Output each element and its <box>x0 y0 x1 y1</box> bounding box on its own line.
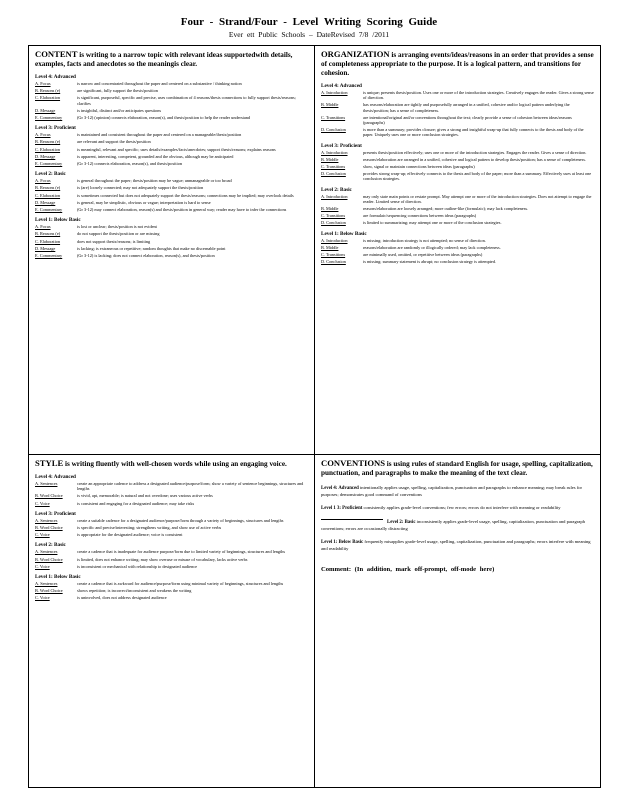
criterion-text: shows repetition; is incorrect/inconsistent and weakens the writing <box>77 588 192 594</box>
criterion-row <box>35 95 308 105</box>
criterion-row <box>35 532 308 537</box>
criterion-label: A. Focus <box>35 178 51 184</box>
style-heading: STYLE <box>35 458 64 468</box>
criterion-label: D. Conclusion <box>321 259 346 265</box>
content-heading: CONTENT <box>35 49 78 59</box>
criterion-label: D. Conclusion <box>321 171 346 177</box>
level-title: Level 4: Advanced <box>35 74 76 80</box>
criterion-row <box>35 253 308 258</box>
criterion-text: is missing; summary statement is abrupt; no conclusion strategy is attempted. <box>363 259 497 265</box>
criterion-text: create a cadence that is inadequate for audience purpose/form due to limited variety of beginnings, structures and lengths <box>77 549 286 555</box>
criterion-text: reasons/elaboration are arranged in a unified, cohesive and logical pattern to develop thesis/position; has a sense of completeness. <box>363 156 587 162</box>
criterion-text: is appropriate for the designated audience; voice is consistent <box>77 532 183 538</box>
criterion-row <box>321 127 594 137</box>
scoring-grid <box>28 45 601 788</box>
criterion-label: B. Word Choice <box>35 588 63 594</box>
organization-definition: is arranging events/ideas/reasons in an order that provides a sense of completeness appropriate to the purpose. It is a logical pattern, and transitions for cohesion. <box>321 51 594 77</box>
criterion-text: provides strong wrap-up; effectively connects to the thesis and body of the paper; more than a summary. Effectively uses at least one conclusion strategies. <box>363 171 592 182</box>
criterion-label: C. Voice <box>35 563 50 569</box>
criterion-text: are significant, fully support the thesis/position <box>77 88 158 94</box>
criterion-text: is vivid, apt, memorable; is natural and not overdone; uses various active verbs <box>77 493 213 499</box>
criterion-text: are minimally used, omitted, or repetitive between ideas (paragraphs) <box>363 252 483 258</box>
conventions-section <box>315 455 600 787</box>
criterion-text: create a suitable cadence for a designated audience/purpose/form through a variety of beginnings, structures and lengths <box>77 517 284 523</box>
criterion-label: C. Elaboration <box>35 192 61 198</box>
criterion-text: is significant, purposeful, specific and precise, uses combination of 4 reasons/thesis connections to fully support thesis/reasons; clarifies <box>77 95 296 106</box>
criterion-label: D. Message <box>35 107 56 113</box>
criterion-label: C. Transitions <box>321 114 346 120</box>
level-title: Level 2: Basic <box>321 186 352 193</box>
criterion-label: A. Focus <box>35 132 51 138</box>
criterion-row <box>35 193 308 198</box>
content-levels <box>35 74 308 258</box>
criterion-row <box>35 239 308 244</box>
criterion-row <box>321 157 594 162</box>
criterion-text: (Gr 3-12) (opinion) connects elaboration, reason(s), and thesis/position to help the reader understand <box>77 115 251 121</box>
criterion-label: C. Voice <box>35 532 50 538</box>
criterion-text: are formulaic/sequencing connections between ideas (paragraphs) <box>363 213 477 219</box>
criterion-text: is limited to summarizing; may attempt one or more of the conclusion strategies. <box>363 220 502 226</box>
criterion-row <box>321 259 594 264</box>
criterion-row <box>35 185 308 190</box>
criterion-row <box>35 224 308 229</box>
criterion-row <box>321 206 594 211</box>
criterion-label: A. Focus <box>35 81 51 86</box>
criterion-row <box>35 481 308 491</box>
criterion-label: A. Introduction <box>321 193 348 199</box>
criterion-row <box>321 245 594 250</box>
conventions-level-text: consistently applies grade-level conventions; few errors; errors do not interfere with meaning or readability <box>363 505 561 510</box>
criterion-row <box>321 164 594 169</box>
criterion-row <box>35 501 308 506</box>
criterion-row <box>35 88 308 93</box>
criterion-label: C. Transitions <box>321 252 346 258</box>
criterion-text: reasons/elaboration are loosely arranged; more outline-like (formulaic); may lack completeness. <box>363 206 529 212</box>
level-title: Level 2: Basic <box>35 171 66 178</box>
style-levels <box>35 474 308 601</box>
criterion-label: B. Word Choice <box>35 525 63 531</box>
criterion-row <box>35 154 308 159</box>
conventions-level <box>321 539 594 552</box>
criterion-text: is inconsistent or mechanical with relationship to designated audience <box>77 563 198 569</box>
criterion-text: (Gr 3-12) may connect elaboration, reason(s) and thesis/position in general way; reader may have to infer the connections <box>77 207 287 213</box>
criterion-label: D. Conclusion <box>321 220 346 226</box>
criterion-label: E. Commentary <box>35 161 63 167</box>
criterion-text: is maintained and consistent throughout the paper and centered on a manageable/thesis/position <box>77 132 242 138</box>
level-title: Level 4: Advanced <box>35 474 76 480</box>
conventions-level <box>321 485 594 498</box>
criterion-label: E. Commentary <box>35 253 63 259</box>
criterion-text: (Gr 3-12) is lacking; does not connect elaboration, reason(s), and thesis/position <box>77 253 215 259</box>
criterion-label: A. Focus <box>35 224 51 230</box>
criterion-text: is lacking; is extraneous or repetitive; random thoughts that make no discernable point <box>77 245 226 251</box>
criterion-label: B. Reasons (e) <box>35 88 61 94</box>
criterion-text: is limited, does not enhance writing; may show overuse or misuse of vocabulary, lacks active verbs <box>77 556 248 562</box>
conventions-level-title: Level 1: Below Basic <box>321 540 364 545</box>
criterion-row <box>35 161 308 166</box>
content-definition: is writing to a narrow topic with relevant ideas supportedwith details, examples, facts and anecdotes so the meaningis clear. <box>35 51 293 68</box>
criterion-row <box>35 549 308 554</box>
criterion-label: E. Commentary <box>35 207 63 213</box>
level-title: Level 3: Proficient <box>35 125 76 132</box>
criterion-label: E. Commentary <box>35 115 63 121</box>
criterion-text: is narrow and concentrated throughout the paper and centered on a substantive / thinking notion <box>77 81 242 86</box>
criterion-label: B. Middle <box>321 206 339 212</box>
organization-header <box>321 50 594 78</box>
criterion-label: A. Introduction <box>321 149 348 155</box>
criterion-label: C. Elaboration <box>35 146 61 152</box>
criterion-row <box>35 231 308 236</box>
criterion-row <box>35 108 308 113</box>
criterion-text: does not support thesis/reasons; is limiting <box>77 238 151 244</box>
criterion-label: A. Sentences <box>35 481 58 486</box>
criterion-label: B. Word Choice <box>35 493 63 499</box>
criterion-text: has reasons/elaboration are tightly and purposefully arranged in a unified, cohesive and/or logical pattern underlying the thesis/position; has a sense of completeness. <box>363 102 570 113</box>
conventions-level-text: frequently misapplies grade-level usage, spelling, capitalization, punctuation and paragraphs; errors interfere with meaning and readability <box>321 539 591 551</box>
style-header <box>35 459 308 469</box>
criterion-text: presents thesis/position effectively; uses one or more of the introduction strategies. Engages the reader. Gives a sense of direction. <box>363 149 587 155</box>
page-title: Four - Strand/Four - Level Writing Scoring Guide <box>180 16 438 28</box>
criterion-row <box>321 102 594 112</box>
conventions-levels <box>321 485 594 552</box>
content-section <box>29 46 314 454</box>
criterion-row <box>321 238 594 243</box>
criterion-label: C. Elaboration <box>35 95 61 101</box>
criterion-label: A. Sentences <box>35 549 58 555</box>
conventions-level-text: inconsistently applies grade-level usage, spelling, capitalization, punctuation and paragraph conventions; errors are occasionally distracting <box>321 519 585 531</box>
criterion-label: A. Sentences <box>35 517 58 523</box>
criterion-row <box>35 81 308 86</box>
criterion-label: B. Middle <box>321 244 339 250</box>
level-title: Level 4: Advanced <box>321 83 362 89</box>
criterion-text: is general throughout the paper; thesis/position may be vague; unmanageable or too broad <box>77 178 232 184</box>
criterion-label: D. Message <box>35 245 56 251</box>
criterion-row <box>35 557 308 562</box>
criterion-text: is lost or unclear; thesis/position is not evident <box>77 224 157 230</box>
criterion-row <box>35 493 308 498</box>
criterion-text: are relevant and support the thesis/position <box>77 139 151 145</box>
criterion-text: is meaningful, relevant and specific; uses details/examples/facts/anecdotes; support thesis/reasons; explains reasons <box>77 146 276 152</box>
style-section <box>29 455 314 787</box>
criterion-text: is missing; introduction strategy is not attempted; no sense of direction. <box>363 237 486 243</box>
criterion-row <box>35 564 308 569</box>
level-title: Level 1: Below Basic <box>35 217 81 224</box>
level-title: Level 2: Basic <box>35 542 66 549</box>
criterion-row <box>321 220 594 225</box>
criterion-row <box>321 252 594 257</box>
criterion-row <box>35 207 308 212</box>
criterion-row <box>321 213 594 218</box>
organization-heading: ORGANIZATION <box>321 49 390 59</box>
criterion-text: is sometimes connected but does not adequately support the thesis/reasons; connections may be implied; may overlook details <box>77 192 294 198</box>
criterion-row <box>35 139 308 144</box>
criterion-label: C. Transitions <box>321 164 346 170</box>
criterion-text: is specific and precise/interesting; strengthens writing, and show use of active verbs <box>77 525 222 531</box>
criterion-label: A. Introduction <box>321 237 348 243</box>
criterion-row <box>321 194 594 204</box>
content-header <box>35 50 308 69</box>
comment-line: Comment: (In addition, mark off-prompt, off-mode here) <box>321 566 495 573</box>
criterion-row <box>35 525 308 530</box>
criterion-row <box>35 178 308 183</box>
criterion-text: create a cadence that is awkward for audience/purpose/form using minimal variety of beginnings, structures and lengths <box>77 581 284 587</box>
conventions-definition: is using rules of standard English for usage, spelling, capitalization, punctuation, and paragraphs to make the meaning of the text clear. <box>321 460 593 477</box>
criterion-label: A. Introduction <box>321 90 348 95</box>
criterion-label: B. Middle <box>321 102 339 108</box>
criterion-label: B. Reasons (e) <box>35 185 61 191</box>
conventions-level-title: Level 2: Basic <box>387 520 416 525</box>
criterion-text: is consistent and engaging for a designated audience; may take risks <box>77 500 195 506</box>
criterion-label: C. Elaboration <box>35 238 61 244</box>
blank-line <box>321 519 383 520</box>
conventions-level <box>321 505 594 512</box>
conventions-heading: CONVENTIONS <box>321 458 385 468</box>
criterion-text: is (are) loosely connected; may not adequately support the thesis/position <box>77 185 204 191</box>
criterion-label: A. Sentences <box>35 581 58 587</box>
organization-section <box>315 46 600 454</box>
criterion-label: D. Message <box>35 153 56 159</box>
criterion-row <box>35 518 308 523</box>
criterion-row <box>35 246 308 251</box>
criterion-text: is more than a summary; provides closure; gives a strong and insightful wrap-up that fully connects to the thesis and body of the paper. Uniquely uses one or more conclusion strategies. <box>363 127 584 138</box>
criterion-row <box>321 90 594 100</box>
level-title: Level 1: Below Basic <box>35 574 81 581</box>
conventions-header <box>321 459 594 478</box>
criterion-text: is uninvolved, does not address designated audience <box>77 595 167 601</box>
level-title: Level 1: Below Basic <box>321 230 367 237</box>
criterion-text: reasons/elaboration are randomly or illogically ordered; may lack completeness. <box>363 244 501 250</box>
criterion-label: B. Word Choice <box>35 556 63 562</box>
conventions-level-text: intentionally applies usage, spelling, capitalization, punctuation and paragraphs to enhance meaning; may break rules for purposes; demonstrates good command of conventions <box>321 485 583 497</box>
level-title: Level 3: Proficient <box>321 142 362 149</box>
criterion-text: create an appropriate cadence to address a designated audience/purpose/form; show a variety of sentence beginnings, structures and lengths <box>77 481 304 492</box>
criterion-text: (Gr 3-12) connects elaboration, reason(s), and thesis/position <box>77 161 183 167</box>
criterion-label: D. Conclusion <box>321 127 346 133</box>
criterion-text: may only state main points or restate prompt. May attempt one or more of the introduction strategies. Does not attempt to engage the reader. Limited sense of direction. <box>363 193 592 204</box>
criterion-label: B. Middle <box>321 156 339 162</box>
criterion-text: do not support the thesis/position or are missing <box>77 231 160 237</box>
criterion-text: is insightful, distinct and/or anticipates questions <box>77 107 162 113</box>
criterion-row <box>35 115 308 120</box>
page-subtitle: Ever ett Public Schools – DateRevised 7/8 /2011 <box>228 30 390 39</box>
criterion-text: is apparent, interesting, competent, grounded and the obvious, although may be anticipated <box>77 153 234 159</box>
criterion-row <box>35 132 308 137</box>
criterion-label: C. Transitions <box>321 213 346 219</box>
criterion-row <box>321 150 594 155</box>
level-title: Level 3: Proficient <box>35 510 76 517</box>
criterion-row <box>35 147 308 152</box>
conventions-level-title: Level 4: Advanced <box>321 486 359 491</box>
criterion-row <box>35 588 308 593</box>
conventions-level-title: Level 1 3: Proficient <box>321 506 363 511</box>
style-definition: is writing fluently with well-chosen words while using an engaging voice. <box>63 460 287 468</box>
criterion-label: B. Reasons (e) <box>35 231 61 237</box>
criterion-label: C. Voice <box>35 500 50 506</box>
criterion-row <box>35 200 308 205</box>
criterion-text: are intentional/original and/or conventions throughout the text; clearly provide a sense of cohesion between ideas/reasons (paragraphs) <box>363 114 572 126</box>
criterion-text: is unique; presents thesis/position. Uses one or more of the introduction strategies. Creatively engages the reader. Gives a strong sense of direction. <box>363 90 594 101</box>
criterion-row <box>321 171 594 181</box>
criterion-label: D. Message <box>35 199 56 205</box>
criterion-text: show, signal or maintain connections between ideas (paragraphs) <box>363 164 475 170</box>
criterion-row <box>321 115 594 125</box>
criterion-label: C. Voice <box>35 595 50 601</box>
criterion-row <box>35 581 308 586</box>
conventions-level <box>321 519 594 532</box>
criterion-text: is general, may be simplistic, obvious or vague; interpretation is hard to sense <box>77 199 211 205</box>
criterion-label: B. Reasons (e) <box>35 139 61 145</box>
organization-levels <box>321 83 594 264</box>
criterion-row <box>35 595 308 600</box>
